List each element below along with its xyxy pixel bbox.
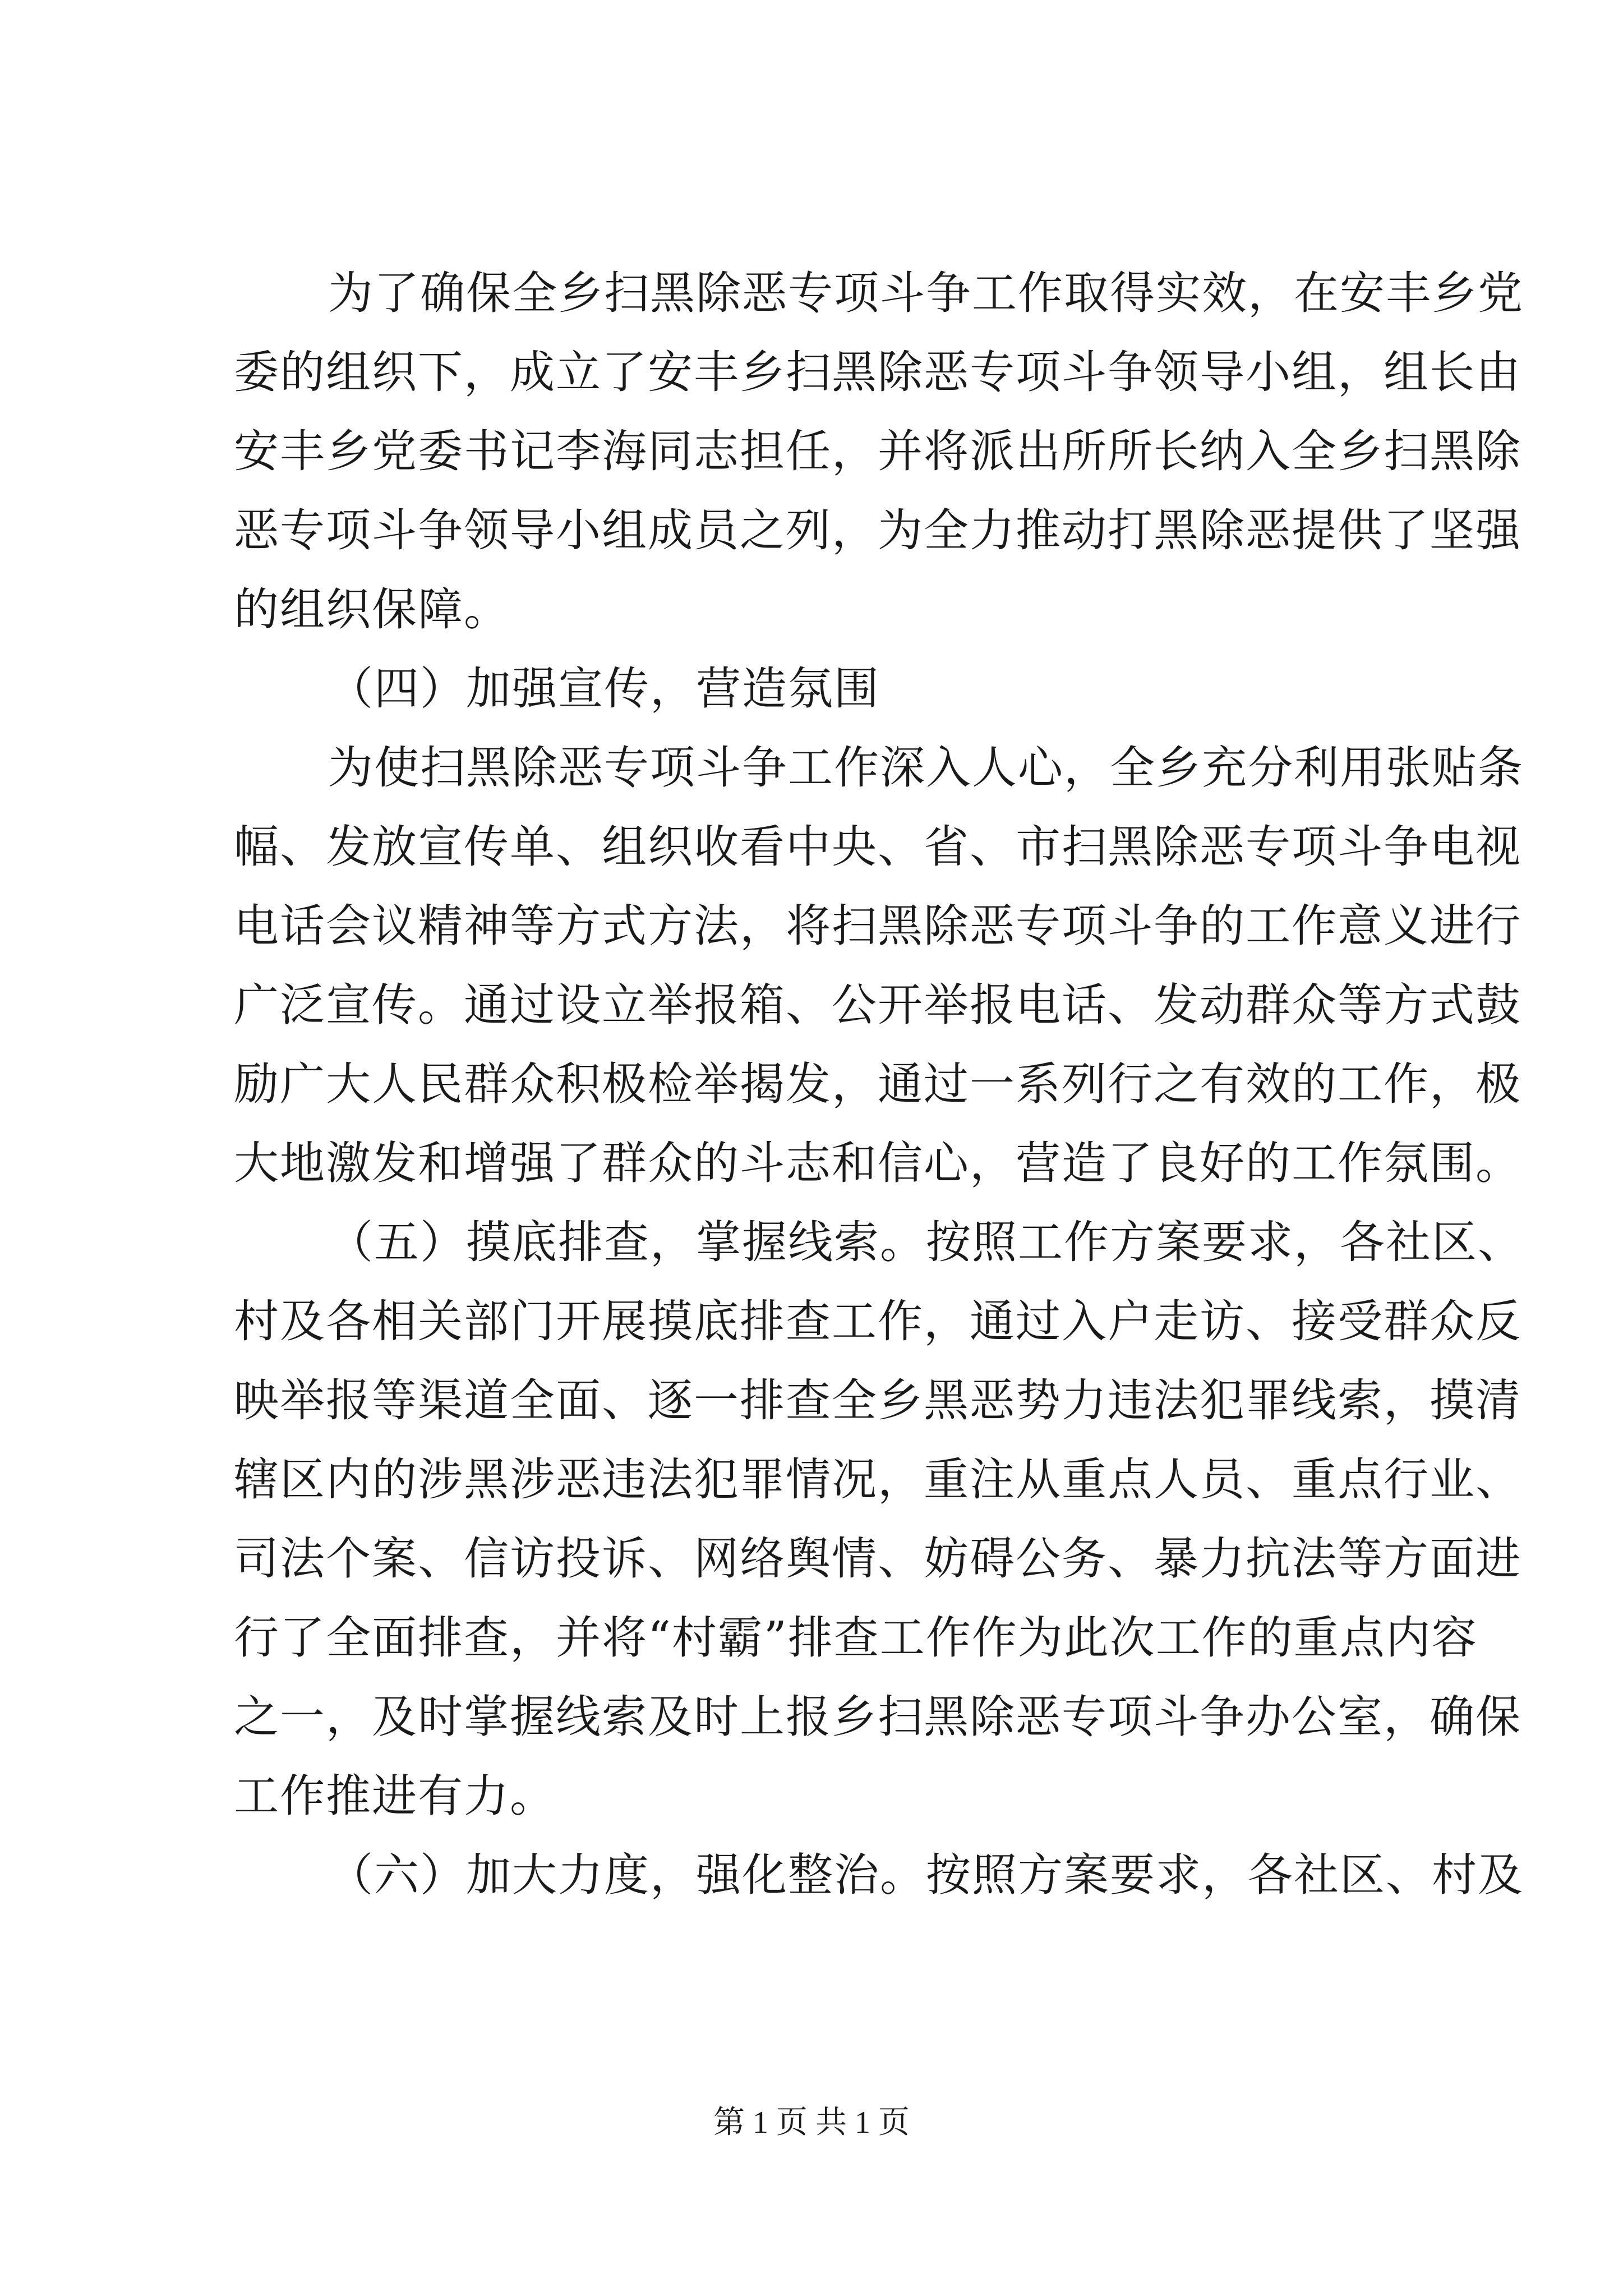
paragraph-line: 辖区内的涉黑涉恶违法犯罪情况，重注从重点人员、重点行业、 xyxy=(234,1453,1521,1506)
paragraph-line: 安丰乡党委书记李海同志担任，并将派出所所长纳入全乡扫黑除 xyxy=(234,425,1521,477)
paragraph-line: 村及各相关部门开展摸底排查工作，通过入户走访、接受群众反 xyxy=(234,1295,1521,1347)
paragraph-line: 工作推进有力。 xyxy=(234,1770,556,1822)
paragraph-line: 幅、发放宣传单、组织收看中央、省、市扫黑除恶专项斗争电视 xyxy=(234,821,1521,873)
section-heading-6: （六）加大力度，强化整治。按照方案要求，各社区、村及 xyxy=(328,1849,1524,1901)
paragraph-line: 的组织保障。 xyxy=(234,583,510,636)
paragraph-line: 司法个案、信访投诉、网络舆情、妨碍公务、暴力抗法等方面进 xyxy=(234,1533,1521,1585)
document-body xyxy=(234,254,1524,1915)
paragraph-line: 电话会议精神等方式方法，将扫黑除恶专项斗争的工作意义进行 xyxy=(234,900,1521,952)
paragraph-line: 映举报等渠道全面、逐一排查全乡黑恶势力违法犯罪线索，摸清 xyxy=(234,1374,1521,1427)
paragraph-line: 大地激发和增强了群众的斗志和信心，营造了良好的工作氛围。 xyxy=(234,1137,1521,1189)
paragraph-line: 广泛宣传。通过设立举报箱、公开举报电话、发动群众等方式鼓 xyxy=(234,979,1521,1031)
paragraph-line: 行了全面排查，并将“村霸”排查工作作为此次工作的重点内容 xyxy=(234,1612,1478,1664)
section-heading-4: （四）加强宣传，营造氛围 xyxy=(328,662,880,715)
paragraph-line: 励广大人民群众积极检举揭发，通过一系列行之有效的工作，极 xyxy=(234,1058,1521,1110)
page-footer: 第 1 页 共 1 页 xyxy=(713,2105,910,2140)
paragraph-line: 之一，及时掌握线索及时上报乡扫黑除恶专项斗争办公室，确保 xyxy=(234,1691,1521,1743)
paragraph-line: 恶专项斗争领导小组成员之列，为全力推动打黑除恶提供了坚强 xyxy=(234,504,1521,556)
paragraph-line: 为使扫黑除恶专项斗争工作深入人心，全乡充分利用张贴条 xyxy=(328,742,1524,794)
paragraph-line: 委的组织下，成立了安丰乡扫黑除恶专项斗争领导小组，组长由 xyxy=(234,346,1521,398)
paragraph-line: 为了确保全乡扫黑除恶专项斗争工作取得实效，在安丰乡党 xyxy=(328,267,1524,319)
section-heading-5: （五）摸底排查，掌握线索。按照工作方案要求，各社区、 xyxy=(328,1216,1524,1268)
